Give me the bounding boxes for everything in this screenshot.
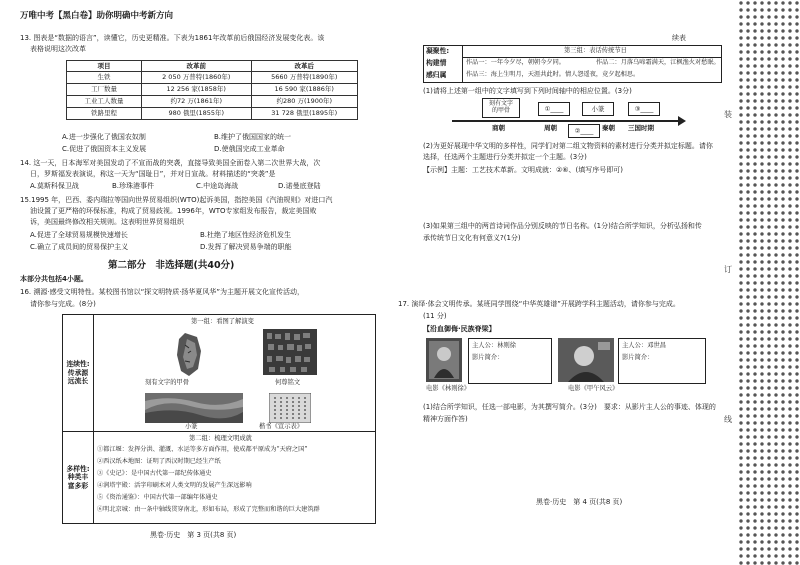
q13-option-a: A.进一步强化了俄国农奴制: [62, 133, 146, 141]
movie-poster-lin-zexu: [426, 338, 462, 382]
he-zun-inscription-image: [263, 329, 317, 375]
achievement-item: ②西汉纸本地图：证明了西汉时期已经生产纸: [97, 458, 221, 465]
q15-stem-line2: 油设置了更严格的环保标准，构成了贸易歧视。1996年，WTO专家组发布报告，裁定美国败: [30, 207, 317, 215]
achievement-item: ⑤《资治通鉴》：中国古代第一部编年体通史: [97, 494, 218, 501]
row-label-diversity: 多样性: 种类丰 富多彩: [66, 464, 90, 490]
binding-mark: 线: [724, 415, 732, 424]
q13-option-d: D.使俄国完成工业革命: [214, 145, 285, 153]
q16-stem-line2: 请你参与完成。(8分): [30, 300, 96, 308]
group1-title: 第一组：看图了解演变: [191, 318, 254, 325]
movie-info-box: [468, 338, 552, 384]
binding-pattern: [738, 0, 800, 565]
q17-sub1-line1: (1)结合所学知识，任选一部电影，为其撰写简介。(3分) 要求：从影片主人公的事迹、体现的: [423, 403, 716, 411]
q15-option-c: C.确立了成员间的贸易保护主义: [30, 243, 129, 251]
sub-question-2-line1: (2)为更好展现中华文明的多样性，同学们对第二组文物资料的素材进行分类并拟定标题。请你: [423, 142, 713, 150]
timeline-box: 刻有文字 的甲骨: [488, 100, 513, 114]
table-header: 项目: [67, 61, 142, 72]
q14-stem-line1: 14. 这一天，日本海军对美国发动了不宣而战的突袭，直接导致美国全面卷入第二次世界大战，次: [20, 159, 321, 167]
table-cell: 12 256 家(1858年): [142, 84, 252, 96]
q15-option-a: A.促进了全球贸易规模快速增长: [30, 231, 128, 239]
timeline-box: 小篆: [591, 104, 605, 113]
table-cell: 工厂数量: [67, 84, 142, 96]
he-zun-caption: 何尊铭文: [275, 379, 301, 386]
binding-mark: 装: [724, 110, 732, 119]
timeline-label: 商朝: [492, 124, 505, 132]
q17-stem-line1: 17. 演绎·体会文明传承。某班同学围绕“中华英雄谱”开展跨学科主题活动，请你参与完成。: [398, 300, 680, 308]
part2-note: 本部分共包括4小题。: [20, 275, 88, 283]
row-label-cohesion: 构建情: [426, 59, 447, 67]
achievement-item: ④润塔宇殿：活字印刷术对人类文明的发展产生深远影响: [97, 482, 252, 489]
small-seal-image: [145, 393, 243, 423]
achievement-item: ①都江堰：发挥分洪、灌溉、水运等多方面作用，使成都平原成为“天府之国”: [97, 446, 308, 453]
q14-option-b: B.珍珠港事件: [112, 182, 155, 190]
sub-question-2-line2: 选择，任选两个主题进行分类并拟定一个主题。(3分): [423, 153, 587, 161]
q13-reform-table: [66, 60, 358, 120]
table-cell: 2 050 万普特(1860年): [142, 72, 252, 84]
left-page-footer: 黑卷·历史 第 3 页(共8 页): [150, 531, 237, 539]
q17-subsection-title: 【沿血御侮·民族脊梁】: [423, 325, 496, 333]
festival-table: [423, 45, 722, 83]
table-cell: 5660 万普特(1890年): [251, 72, 357, 84]
poem-work: 作品二：月落乌啼霜满天，江枫渔火对愁眠。: [596, 59, 720, 66]
part2-heading: 第二部分 非选择题(共40分): [108, 260, 235, 271]
sub-question-3-line2: 承传统节日文化有何意义?(1分): [423, 234, 521, 242]
sub-question-3-line1: (3)如果第三组中的两首诗词作品分别反映的节日名称。(1分)结合所学知识，分析弘扬和传: [423, 222, 702, 230]
q14-option-d: D.诺曼底登陆: [278, 182, 321, 190]
q17-sub1-line2: 精神方面作答): [423, 415, 468, 423]
group2-title: 第二组：梳理文明成就: [189, 435, 252, 442]
group3-title: 第三组：表话传统节日: [564, 47, 627, 54]
table-cell: 约72 万(1861年): [142, 96, 252, 108]
timeline-blank[interactable]: ①____: [544, 104, 564, 113]
q16-culture-table: [62, 314, 376, 524]
movie-caption: 电影《甲午风云》: [568, 385, 619, 392]
table-row: [67, 108, 358, 120]
table-cell: 铁路里程: [67, 108, 142, 120]
row-label-continuity: 连续性: 传承源 远流长: [66, 360, 90, 386]
row-label-cohesion: 凝聚性:: [426, 47, 450, 55]
oracle-bone-caption: 刻有文字的甲骨: [145, 379, 190, 386]
table-header: 改革后: [251, 61, 357, 72]
table-cell: 生铁: [67, 72, 142, 84]
movie-protagonist: 主人公：林则徐: [472, 342, 517, 349]
table-row: [67, 96, 358, 108]
sub-question-2-example: 【示例】主题：工艺技术革新。文明成就：②⑥、(填写序号即可): [423, 166, 624, 174]
oracle-bone-image: [155, 329, 225, 379]
timeline-blank[interactable]: ②____: [574, 126, 594, 135]
q13-stem-line2: 表格说明这次改革: [30, 45, 86, 53]
q16-stem-line1: 16. 溯源·感受文明特性。某校图书馆以“探文明特质·扬华夏风华”为主题开展文化宣传活动，: [20, 288, 305, 296]
sub-question-1: (1)请将上述第一组中的文字填写到下列时间轴中的相应位置。(3分): [423, 87, 632, 95]
q14-option-c: C.中途岛海战: [196, 182, 239, 190]
movie-protagonist: 主人公：邓世昌: [622, 342, 667, 349]
table-row: [67, 72, 358, 84]
achievement-item: ⑥明北京城：由一条中轴线贯穿南北，形如布局，形成了完整而和谐的巨大建筑群: [97, 506, 320, 513]
small-seal-caption: 小篆: [185, 423, 198, 430]
q15-stem-line1: 15.1995 年，巴西、委内瑞拉等国向世界贸易组织(WTO)起诉美国，指控美国《汽油规则》对进口汽: [20, 196, 333, 204]
movie-synopsis-label: 影片简介：: [622, 354, 654, 361]
q15-stem-line3: 诉，美国最终修改相关规则。这表明世界贸易组织: [30, 218, 184, 226]
q14-option-a: A.莫斯科保卫战: [30, 182, 79, 190]
q14-stem-line2: 日，罗斯福发表演说，称这一天为“国耻日”，并对日宣战。材料描述的“突袭”是: [30, 170, 276, 178]
table-header: 改革前: [142, 61, 252, 72]
table-cell: 16 590 家(1886年): [251, 84, 357, 96]
table-cell: 约280 万(1900年): [251, 96, 357, 108]
table-row: [67, 84, 358, 96]
table-cell: 31 728 俄里(1895年): [251, 108, 357, 120]
poem-work: 作品一：一年今夕尽，朝朝今夕同。: [466, 59, 565, 66]
timeline-label: 三国时期: [628, 124, 654, 132]
row-label-cohesion: 感归属: [426, 71, 447, 79]
timeline-label: 周朝: [544, 124, 557, 132]
movie-poster-jiawu: [558, 338, 614, 382]
movie-info-box: [618, 338, 706, 384]
timeline-blank[interactable]: ③____: [634, 104, 654, 113]
achievement-item: ③《史记》：是中国古代第一部纪传体通史: [97, 470, 212, 477]
kaishu-caption: 楷书《宣示表》: [259, 423, 304, 430]
movie-caption: 电影《林则徐》: [426, 385, 471, 392]
timeline-label: 秦朝: [602, 124, 615, 132]
binding-mark: 订: [724, 265, 732, 274]
q15-option-d: D.发挥了解决贸易争端的职能: [200, 243, 292, 251]
table-cell: 工业工人数量: [67, 96, 142, 108]
q13-stem-line1: 13. 图表是“数据的语言”，读懂它，历史更精准。下表为1861年改革前后俄国经济发展变化表。该: [20, 34, 325, 42]
poem-work: 作品三：海上生明月，天涯共此时。情人怨遥夜，竟夕起相思。: [466, 71, 640, 78]
kaishu-image: [269, 393, 311, 423]
page-header-title: 万唯中考【黑白卷】助你明确中考新方向: [20, 11, 174, 21]
right-page-footer: 黑卷·历史 第 4 页(共8 页): [536, 498, 623, 506]
q13-option-c: C.促进了俄国资本主义发展: [62, 145, 147, 153]
q15-option-b: B.杜绝了地区性经济危机发生: [200, 231, 292, 239]
movie-synopsis-label: 影片简介：: [472, 354, 504, 361]
timeline: [452, 98, 692, 138]
table-cell: 980 俄里(1855年): [142, 108, 252, 120]
continued-label: 续表: [672, 34, 686, 42]
q17-stem-line2: (11 分): [423, 312, 447, 320]
q13-option-b: B.维护了俄国国家的统一: [214, 133, 292, 141]
